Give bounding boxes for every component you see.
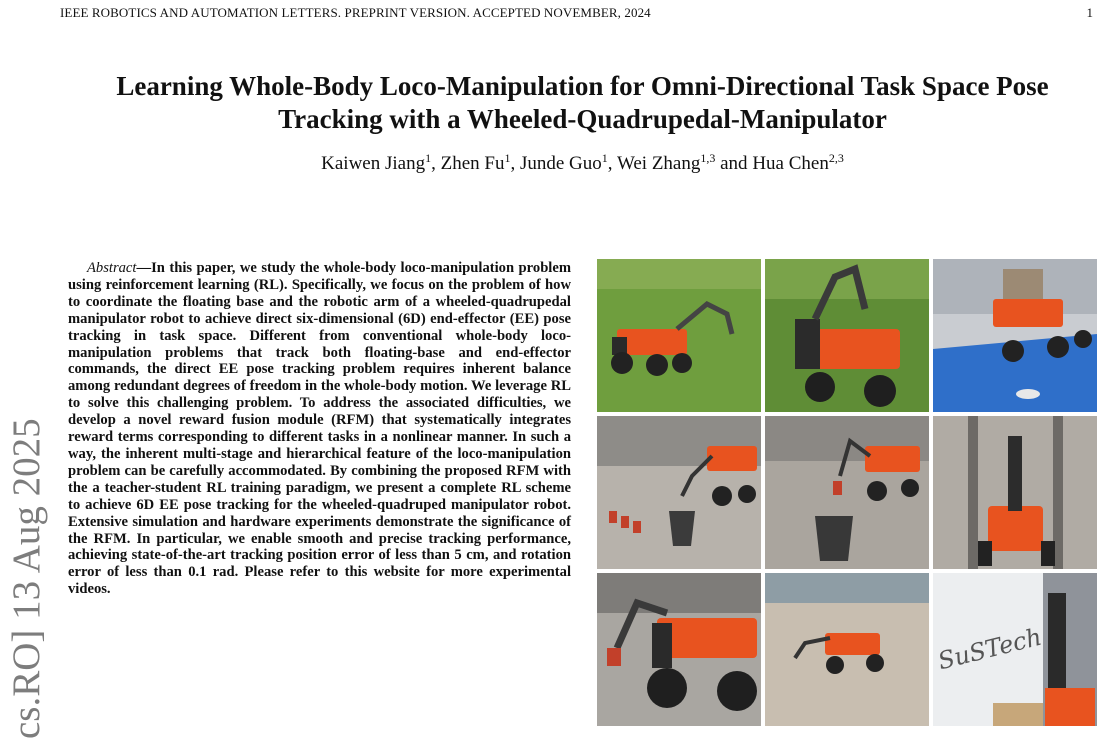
photo-robot-front-view bbox=[933, 416, 1097, 569]
abstract bbox=[68, 260, 571, 598]
title-line-1: Learning Whole-Body Loco-Manipulation for Omni-Directional Task Space Pose bbox=[116, 71, 1049, 101]
arxiv-side-stamp: cs.RO] 13 Aug 2025 bbox=[5, 418, 48, 739]
whiteboard-text: SuSTech bbox=[935, 622, 1045, 676]
running-head: IEEE ROBOTICS AND AUTOMATION LETTERS. PREPRINT VERSION. ACCEPTED NOVEMBER, 2024 bbox=[60, 5, 651, 20]
photo-robot-whiteboard-writing bbox=[933, 573, 1097, 726]
title-line-2: Tracking with a Wheeled-Quadrupedal-Manipulator bbox=[278, 104, 887, 134]
abstract-dash: — bbox=[136, 260, 152, 276]
photo-robot-arm-cup-closeup bbox=[597, 573, 761, 726]
author: Wei Zhang$^{1,3}$ and bbox=[616, 151, 753, 174]
author: Hua Chen$^{2,3}$ bbox=[752, 151, 844, 174]
author: Kaiwen Jiang$^1$, bbox=[321, 151, 441, 174]
author: Zhen Fu$^1$, bbox=[440, 151, 520, 174]
photo-robot-cups-trash-can bbox=[597, 416, 761, 569]
photo-robot-outdoor-pavement bbox=[765, 573, 929, 726]
photo-robot-on-grass bbox=[597, 259, 761, 412]
abstract-label: Abstract bbox=[87, 260, 137, 276]
photo-robot-drop-cup-in-can bbox=[765, 416, 929, 569]
paper-title bbox=[60, 70, 1101, 136]
page-number: 1 bbox=[1086, 5, 1093, 20]
author: Junde Guo$^1$, bbox=[519, 151, 617, 174]
abstract-text: In this paper, we study the whole-body loco-manipulation problem using reinforcement learning (RL). Specifically, we focus on the problem of how to coordinate the floating base and the robotic arm of a wheeled-quadrupedal manipulator robot to achieve direct six-dimensional (6D) end-effector (EE) pose tracking in task space. Different from conventional whole-body loco-manipulation problems that track both floating-base and end-effector commands, the direct EE pose tracking problem requires inherent balance among redundant degrees of freedom in the whole-body motion. We leverage RL to solve this challenging problem. To address the associated difficulties, we develop a novel reward fusion module (RFM) that systematically integrates reward terms corresponding to different tasks in a nonlinear manner. In such a way, the inherent multi-stage and hierarchical feature of the loco-manipulation problem can be carefully accommodated. By combining the proposed RFM with the a teacher-student RL training paradigm, we present a complete RL scheme to achieve 6D EE pose tracking for the wheeled-quadruped manipulator robot. Extensive simulation and hardware experiments demonstrate the significance of the RFM. In particular, we enable smooth and precise tracking performance, achieving state-of-the-art tracking position error of less than 5 cm, and rotation error of less than 0.1 rad. Please refer to this website for more experimental videos. bbox=[68, 260, 571, 598]
teaser-figure bbox=[597, 259, 1094, 726]
photo-robot-on-blue-mat bbox=[933, 259, 1097, 412]
author-list bbox=[60, 153, 1101, 175]
photo-robot-arm-grass-closeup bbox=[765, 259, 929, 412]
